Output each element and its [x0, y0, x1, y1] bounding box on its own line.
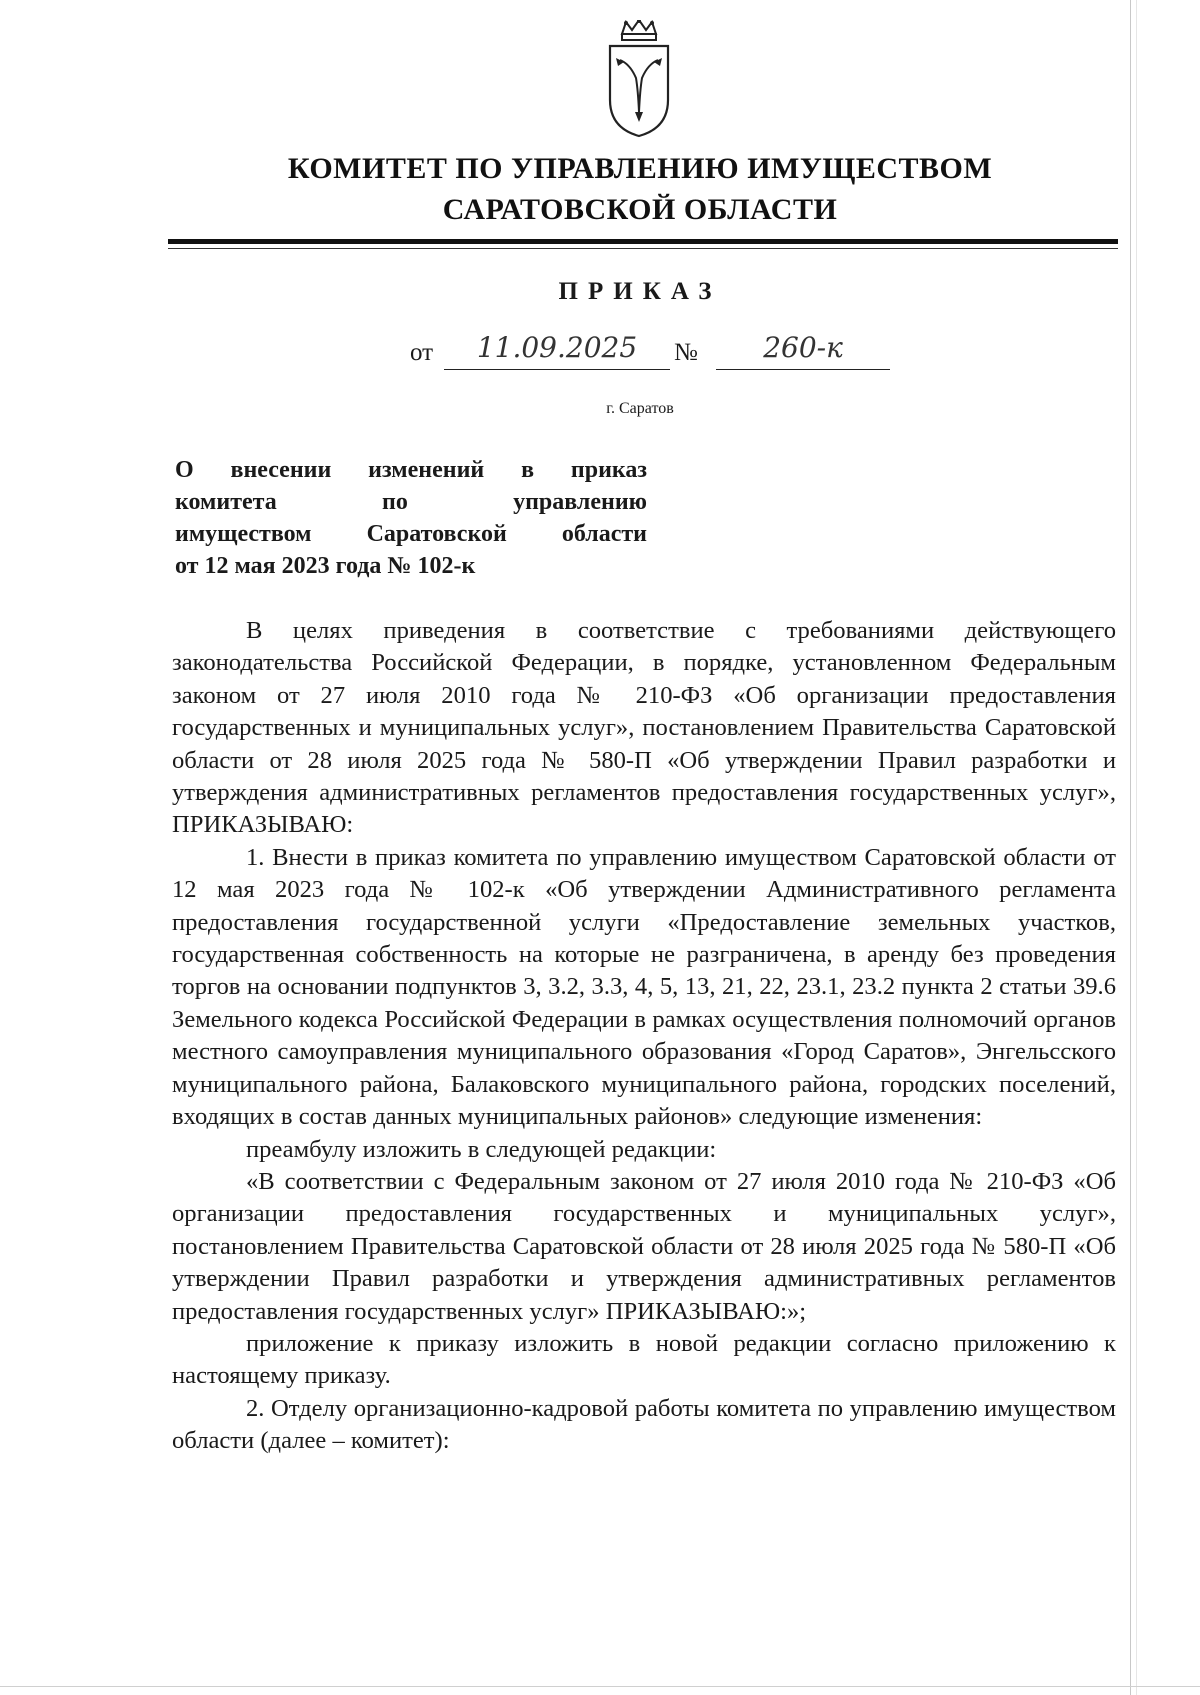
body-paragraph-quoted-preamble: «В соответствии с Федеральным законом от 27 июля 2010 года № 210-ФЗ «Об организации предоставления государственных и муниципальных услуг», постановлением Правительства Саратовской области от 28 июля 2025 года № 580-П «Об утверждении Правил разработки и утверждения административных регламентов предоставления государственных услуг» ПРИКАЗЫВАЮ:»; — [172, 1167, 1116, 1325]
body-paragraph: приложение к приказу изложить в новой редакции согласно приложению к настоящему приказу. — [172, 1329, 1116, 1390]
order-date-number-row — [410, 331, 890, 375]
order-number-handwritten: 260-к — [716, 331, 890, 370]
number-label: № — [674, 339, 698, 366]
body-paragraph-item-2: 2. Отделу организационно-кадровой работы комитета по управлению имуществом области (далее – комитет): — [172, 1394, 1116, 1455]
organization-name-line2: САРАТОВСКОЙ ОБЛАСТИ — [442, 193, 838, 226]
subject-line: имуществом Саратовской области — [175, 521, 647, 547]
header-divider-thick — [168, 239, 1118, 244]
body-paragraph: преамбулу изложить в следующей редакции: — [246, 1135, 717, 1163]
order-body — [172, 615, 1116, 1458]
body-paragraph-preamble: В целях приведения в соответствие с требованиями действующего законодательства Российской Федерации, в порядке, установленном Федеральным законом от 27 июля 2010 года № 210-ФЗ «Об организации предоставления государственных и муниципальных услуг», постановлением Правительства Саратовской области от 28 июля 2025 года № 580-П «Об утверждении Правил разработки и утверждения административных регламентов предоставления государственных услуг», ПРИКАЗЫВАЮ: — [172, 617, 1116, 839]
organization-name-line1: КОМИТЕТ ПО УПРАВЛЕНИЮ ИМУЩЕСТВОМ — [287, 152, 993, 185]
page-edge-bottom — [0, 1686, 1200, 1687]
subject-line: комитета по управлению — [175, 489, 647, 515]
document-title: ПРИКАЗ — [558, 278, 722, 305]
header-divider-thin — [168, 248, 1118, 249]
page-edge-right — [1130, 0, 1131, 1695]
city-label: г. Саратов — [606, 400, 674, 417]
subject-line: от 12 мая 2023 года № 102-к — [175, 553, 476, 579]
order-date-handwritten: 11.09.2025 — [444, 331, 670, 370]
date-label: от — [410, 339, 434, 366]
page-edge-shadow — [1136, 0, 1137, 1695]
order-subject — [175, 454, 647, 582]
subject-line: О внесении изменений в приказ — [175, 457, 647, 483]
coat-of-arms-icon — [606, 20, 672, 138]
body-paragraph-item-1: 1. Внести в приказ комитета по управлению имуществом Саратовской области от 12 мая 2023 года № 102-к «Об утверждении Административного регламента предоставления государственной услуги «Предоставление земельных участков, государственная собственность на которые не разграничена, в аренду без проведения торгов на основании подпунктов 3, 3.2, 3.3, 4, 5, 13, 21, 22, 23.1, 23.2 пункта 2 статьи 39.6 Земельного кодекса Российской Федерации в рамках осуществления полномочий органов местного самоуправления муниципального образования «Город Саратов», Энгельсского муниципального района, Балаковского муниципального района, городских поселений, входящих в состав данных муниципальных районов» следующие изменения: — [172, 843, 1116, 1131]
